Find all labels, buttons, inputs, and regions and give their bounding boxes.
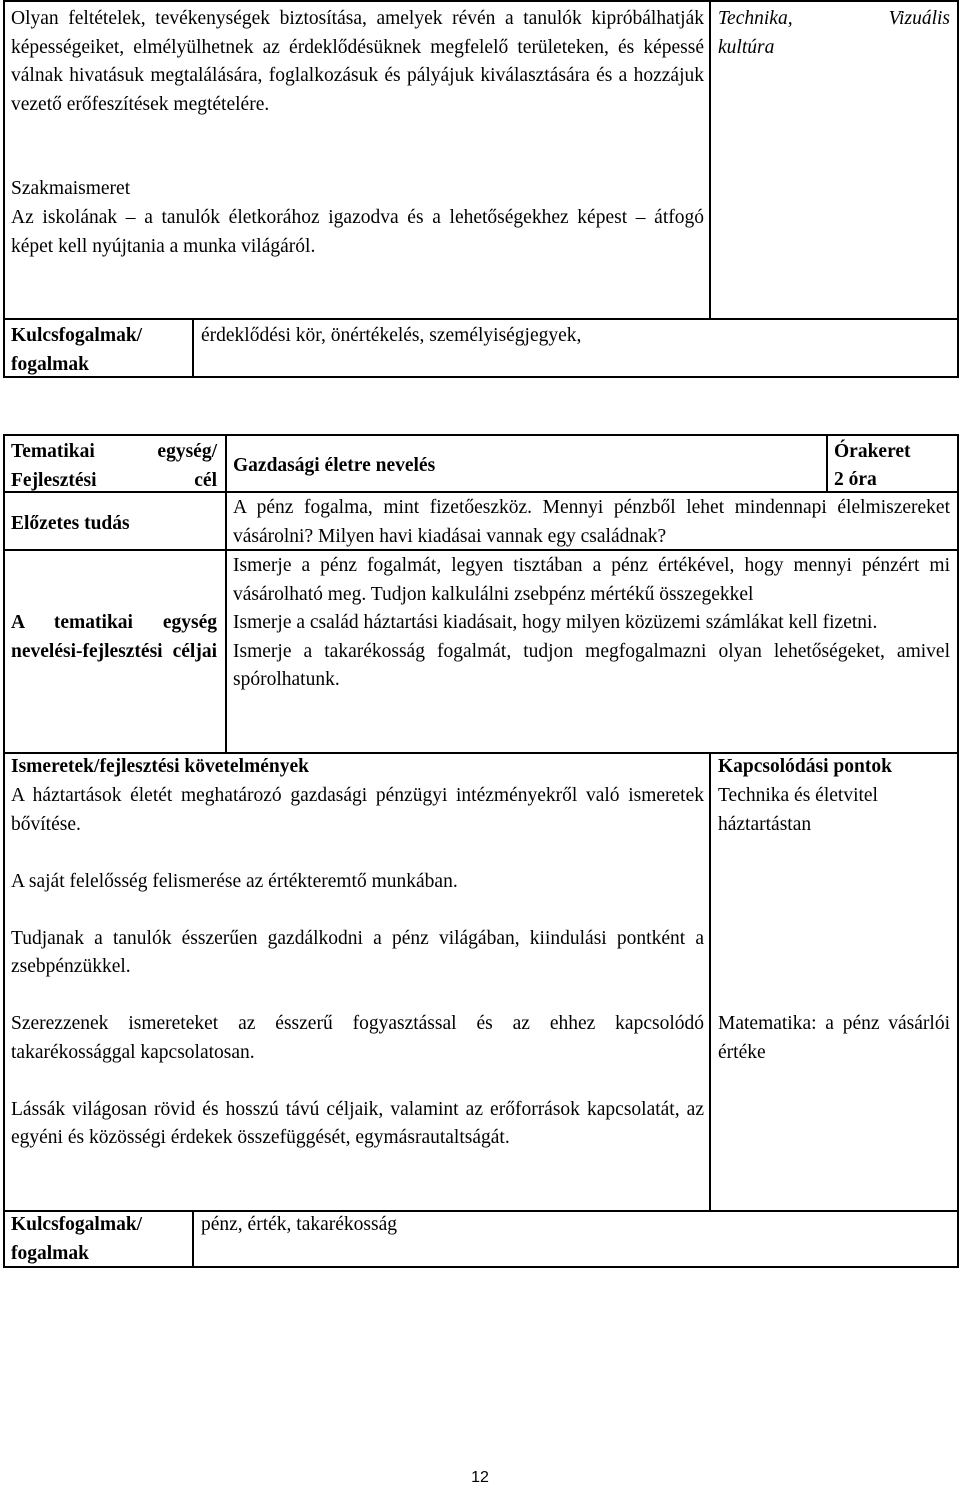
page-number: 12 bbox=[471, 1469, 489, 1486]
connection-item: Matematika: a pénz vásárlói értéke bbox=[718, 1013, 950, 1063]
requirement-item: A háztartások életét meghatározó gazdasági pénzügyi intézményekről való ismeretek bővítése. bbox=[11, 785, 704, 835]
goal-item: Ismerje a pénz fogalmát, legyen tisztában a pénz értékével, hogy mennyi pénzért mi vásárolható meg. Tudjon kalkulálni zsebpénz mértékű összegekkel bbox=[233, 555, 950, 605]
goals-label-text: A tematikai egység nevelési-fejlesztési céljai bbox=[11, 612, 217, 662]
requirements-list bbox=[11, 782, 704, 1153]
section-title: Szakmaismeret bbox=[11, 178, 131, 199]
intro-paragraph: Olyan feltételek, tevékenységek biztosítása, amelyek révén a tanulók kipróbálhatják képességeiket, elmélyülhetnek az érdeklődésüknek megfelelő területeken, és képessé válnak hivatásuk megtalálására, foglalkozásuk és pályájuk kiválasztására és a hozzájuk vezető erőfeszítések megtételére. bbox=[11, 8, 704, 115]
bottom-key-text: pénz, érték, takarékosság bbox=[201, 1214, 397, 1235]
hours-label: Órakeret bbox=[834, 441, 911, 462]
top-key-label: Kulcsfogalmak/ fogalmak bbox=[11, 325, 143, 375]
requirement-item: A saját felelősség felismerése az értékteremtő munkában. bbox=[11, 870, 458, 892]
requirement-item: Szerezzenek ismereteket az ésszerű fogyasztással és az ehhez kapcsolódó takarékossággal kapcsolatosan. bbox=[11, 1013, 704, 1063]
top-key-text: érdeklődési kör, önértékelés, személyiségjegyek, bbox=[201, 325, 582, 346]
section-paragraph: Az iskolának – a tanulók életkorához igazodva és a lehetőségekhez képest – átfogó képet kell nyújtania a munka világáról. bbox=[11, 207, 704, 257]
requirement-item: Lássák világosan rövid és hosszú távú céljaik, valamint az erőforrások kapcsolatát, az egyéni és közösségi érdekek összefüggését, egymásrautaltságát. bbox=[11, 1098, 704, 1148]
connections-header: Kapcsolódási pontok bbox=[718, 756, 892, 777]
prior-knowledge-text: A pénz fogalma, mint fizetőeszköz. Mennyi pénzből lehet mindennapi élelmiszereket vásárolni? Milyen havi kiadásai vannak egy családnak? bbox=[233, 497, 950, 547]
requirements-header: Ismeretek/fejlesztési követelmények bbox=[11, 756, 309, 777]
goals-list bbox=[233, 552, 950, 695]
connection-item: Technika és életvitel háztartástan bbox=[718, 785, 878, 835]
unit-title: Gazdasági életre nevelés bbox=[233, 455, 436, 476]
requirement-item: Tudjanak a tanulók ésszerűen gazdálkodni a pénz világában, kiindulási pontként a zsebpénzükkel. bbox=[11, 927, 704, 977]
goal-item: Ismerje a család háztartási kiadásait, hogy milyen közüzemi számlákat kell fizetni. bbox=[233, 612, 878, 633]
bottom-key-label: Kulcsfogalmak/ fogalmak bbox=[11, 1214, 143, 1264]
unit-label bbox=[11, 438, 217, 495]
goal-item: Ismerje a takarékosság fogalmát, tudjon megfogalmazni olyan lehetőségeket, amivel spórolhatunk. bbox=[233, 640, 950, 690]
goals-label bbox=[11, 609, 217, 666]
unit-label-text: Tematikai egység/ Fejlesztési cél bbox=[11, 441, 217, 491]
prior-knowledge-label: Előzetes tudás bbox=[11, 513, 130, 534]
hours-value: 2 óra bbox=[834, 469, 877, 490]
link-technika: Technika, kultúra bbox=[718, 8, 793, 58]
link-vizualis: Vizuális bbox=[888, 8, 950, 29]
